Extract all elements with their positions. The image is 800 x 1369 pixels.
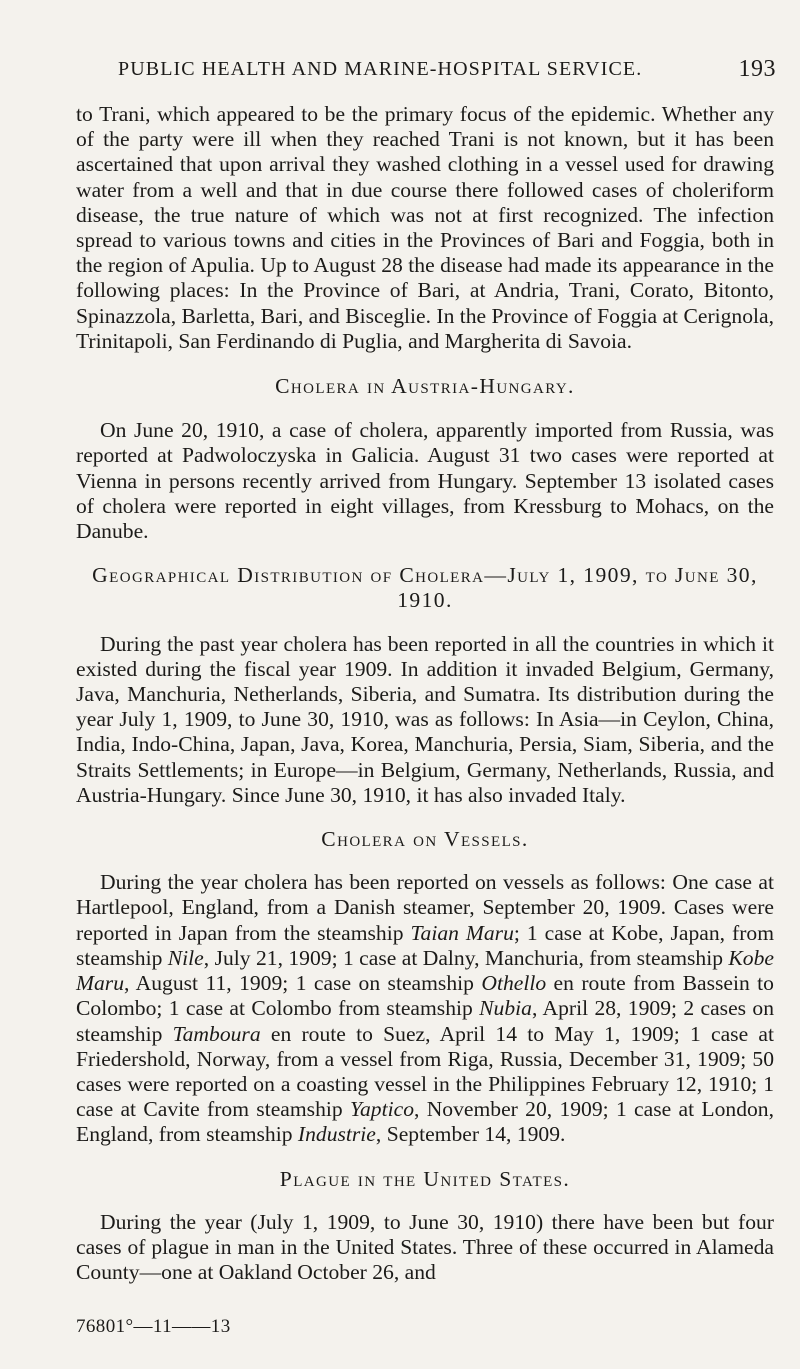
vessels-text-1: During the year cholera has been reported on vessels as follows: One case at Hartlepool, England, from a Danish steamer, September 20, 1909. Cases were reported in Japan from the steamship	[76, 870, 774, 945]
paragraph-plague-united-states: During the year (July 1, 1909, to June 30, 1910) there have been but four cases of plague in man in the United States. Three of these occurred in Alameda County—one at Oakland October 26, and	[76, 1209, 774, 1285]
vessels-text-6: , April 28, 1909; 2 cases on steamship	[76, 996, 775, 1046]
vessels-text-5: en route from Bassein to Colombo; 1 case at Colombo from steamship	[76, 971, 774, 1021]
ship-name-yaptico: Yaptico	[349, 1097, 414, 1122]
section-heading-plague-united-states: Plague in the United States.	[279, 1166, 571, 1191]
ship-name-nubia: Nubia	[479, 996, 532, 1021]
vessels-text-7: en route to Suez, April 14 to May 1, 1909; 1 case at Friedershold, Norway, from a vessel from Riga, Russia, December 31, 1909; 50 cases were reported on a coasting vessel in the Philippines February 12, 1910; 1 case at Cavite from steamship	[76, 1021, 774, 1122]
vessels-text-2: ; 1 case at Kobe, Japan, from steamship	[76, 920, 775, 970]
ship-name-taian-maru: Taian Maru	[410, 920, 514, 945]
section-heading-geographical-distribution: Geographical Distribution of Cholera—July 1, 1909, to June 30, 1910.	[92, 563, 758, 613]
section-heading-austria-hungary: Cholera in Austria-Hungary.	[275, 374, 575, 399]
paragraph-austria-hungary: On June 20, 1910, a case of cholera, apparently imported from Russia, was reported at Padwoloczyska in Galicia. August 31 two cases were reported at Vienna in persons recently arrived from Hungary. September 13 isolated cases of cholera were reported in eight villages, from Kressburg to Mohacs, on the Danube.	[76, 418, 774, 544]
running-head	[118, 58, 776, 81]
vessels-text-3: , July 21, 1909; 1 case at Dalny, Manchuria, from steamship	[203, 945, 729, 970]
running-head-title: PUBLIC HEALTH AND MARINE-HOSPITAL SERVICE.	[118, 58, 643, 80]
ship-name-kobe-maru: Kobe Maru	[76, 945, 774, 996]
page-number: 193	[738, 56, 776, 82]
vessels-text-8: , November 20, 1909; 1 case at London, England, from steamship	[76, 1097, 774, 1147]
ship-name-nile: Nile	[167, 945, 204, 970]
paragraph-italy-continued: to Trani, which appeared to be the primary focus of the epidemic. Whether any of the party were ill when they reached Trani is not known, but it has been ascertained that upon arrival they washed clothing in a vessel used for drawing water from a well and that in due course there followed cases of choleriform disease, the true nature of which was not at first recognized. The infection spread to various towns and cities in the Provinces of Bari and Foggia, both in the region of Apulia. Up to August 28 the disease had made its appearance in the following places: In the Province of Bari, at Andria, Trani, Corato, Bitonto, Spinazzola, Barletta, Bari, and Bisceglie. In the Province of Foggia at Cerignola, Trinitapoli, San Ferdinando di Puglia, and Margherita di Savoia.	[76, 102, 775, 353]
paragraph-cholera-on-vessels	[76, 870, 774, 1147]
signature-mark: 76801°—11——13	[76, 1316, 231, 1337]
ship-name-tamboura: Tamboura	[172, 1021, 261, 1046]
section-heading-cholera-on-vessels: Cholera on Vessels.	[321, 827, 529, 852]
ship-name-othello: Othello	[481, 971, 547, 996]
body-text	[76, 102, 774, 1285]
vessels-text-4: , August 11, 1909; 1 case on steamship	[124, 971, 482, 996]
vessels-text-9: , September 14, 1909.	[375, 1122, 566, 1147]
paragraph-geographical-distribution: During the past year cholera has been reported in all the countries in which it existed during the fiscal year 1909. In addition it invaded Belgium, Germany, Java, Manchuria, Netherlands, Siberia, and Sumatra. Its distribution during the year July 1, 1909, to June 30, 1910, was as follows: In Asia—in Ceylon, China, India, Indo-China, Japan, Java, Korea, Manchuria, Persia, Siam, Siberia, and the Straits Settlements; in Europe—in Belgium, Germany, Netherlands, Russia, and Austria-Hungary. Since June 30, 1910, it has also invaded Italy.	[76, 631, 774, 807]
ship-name-industrie: Industrie	[297, 1122, 376, 1147]
